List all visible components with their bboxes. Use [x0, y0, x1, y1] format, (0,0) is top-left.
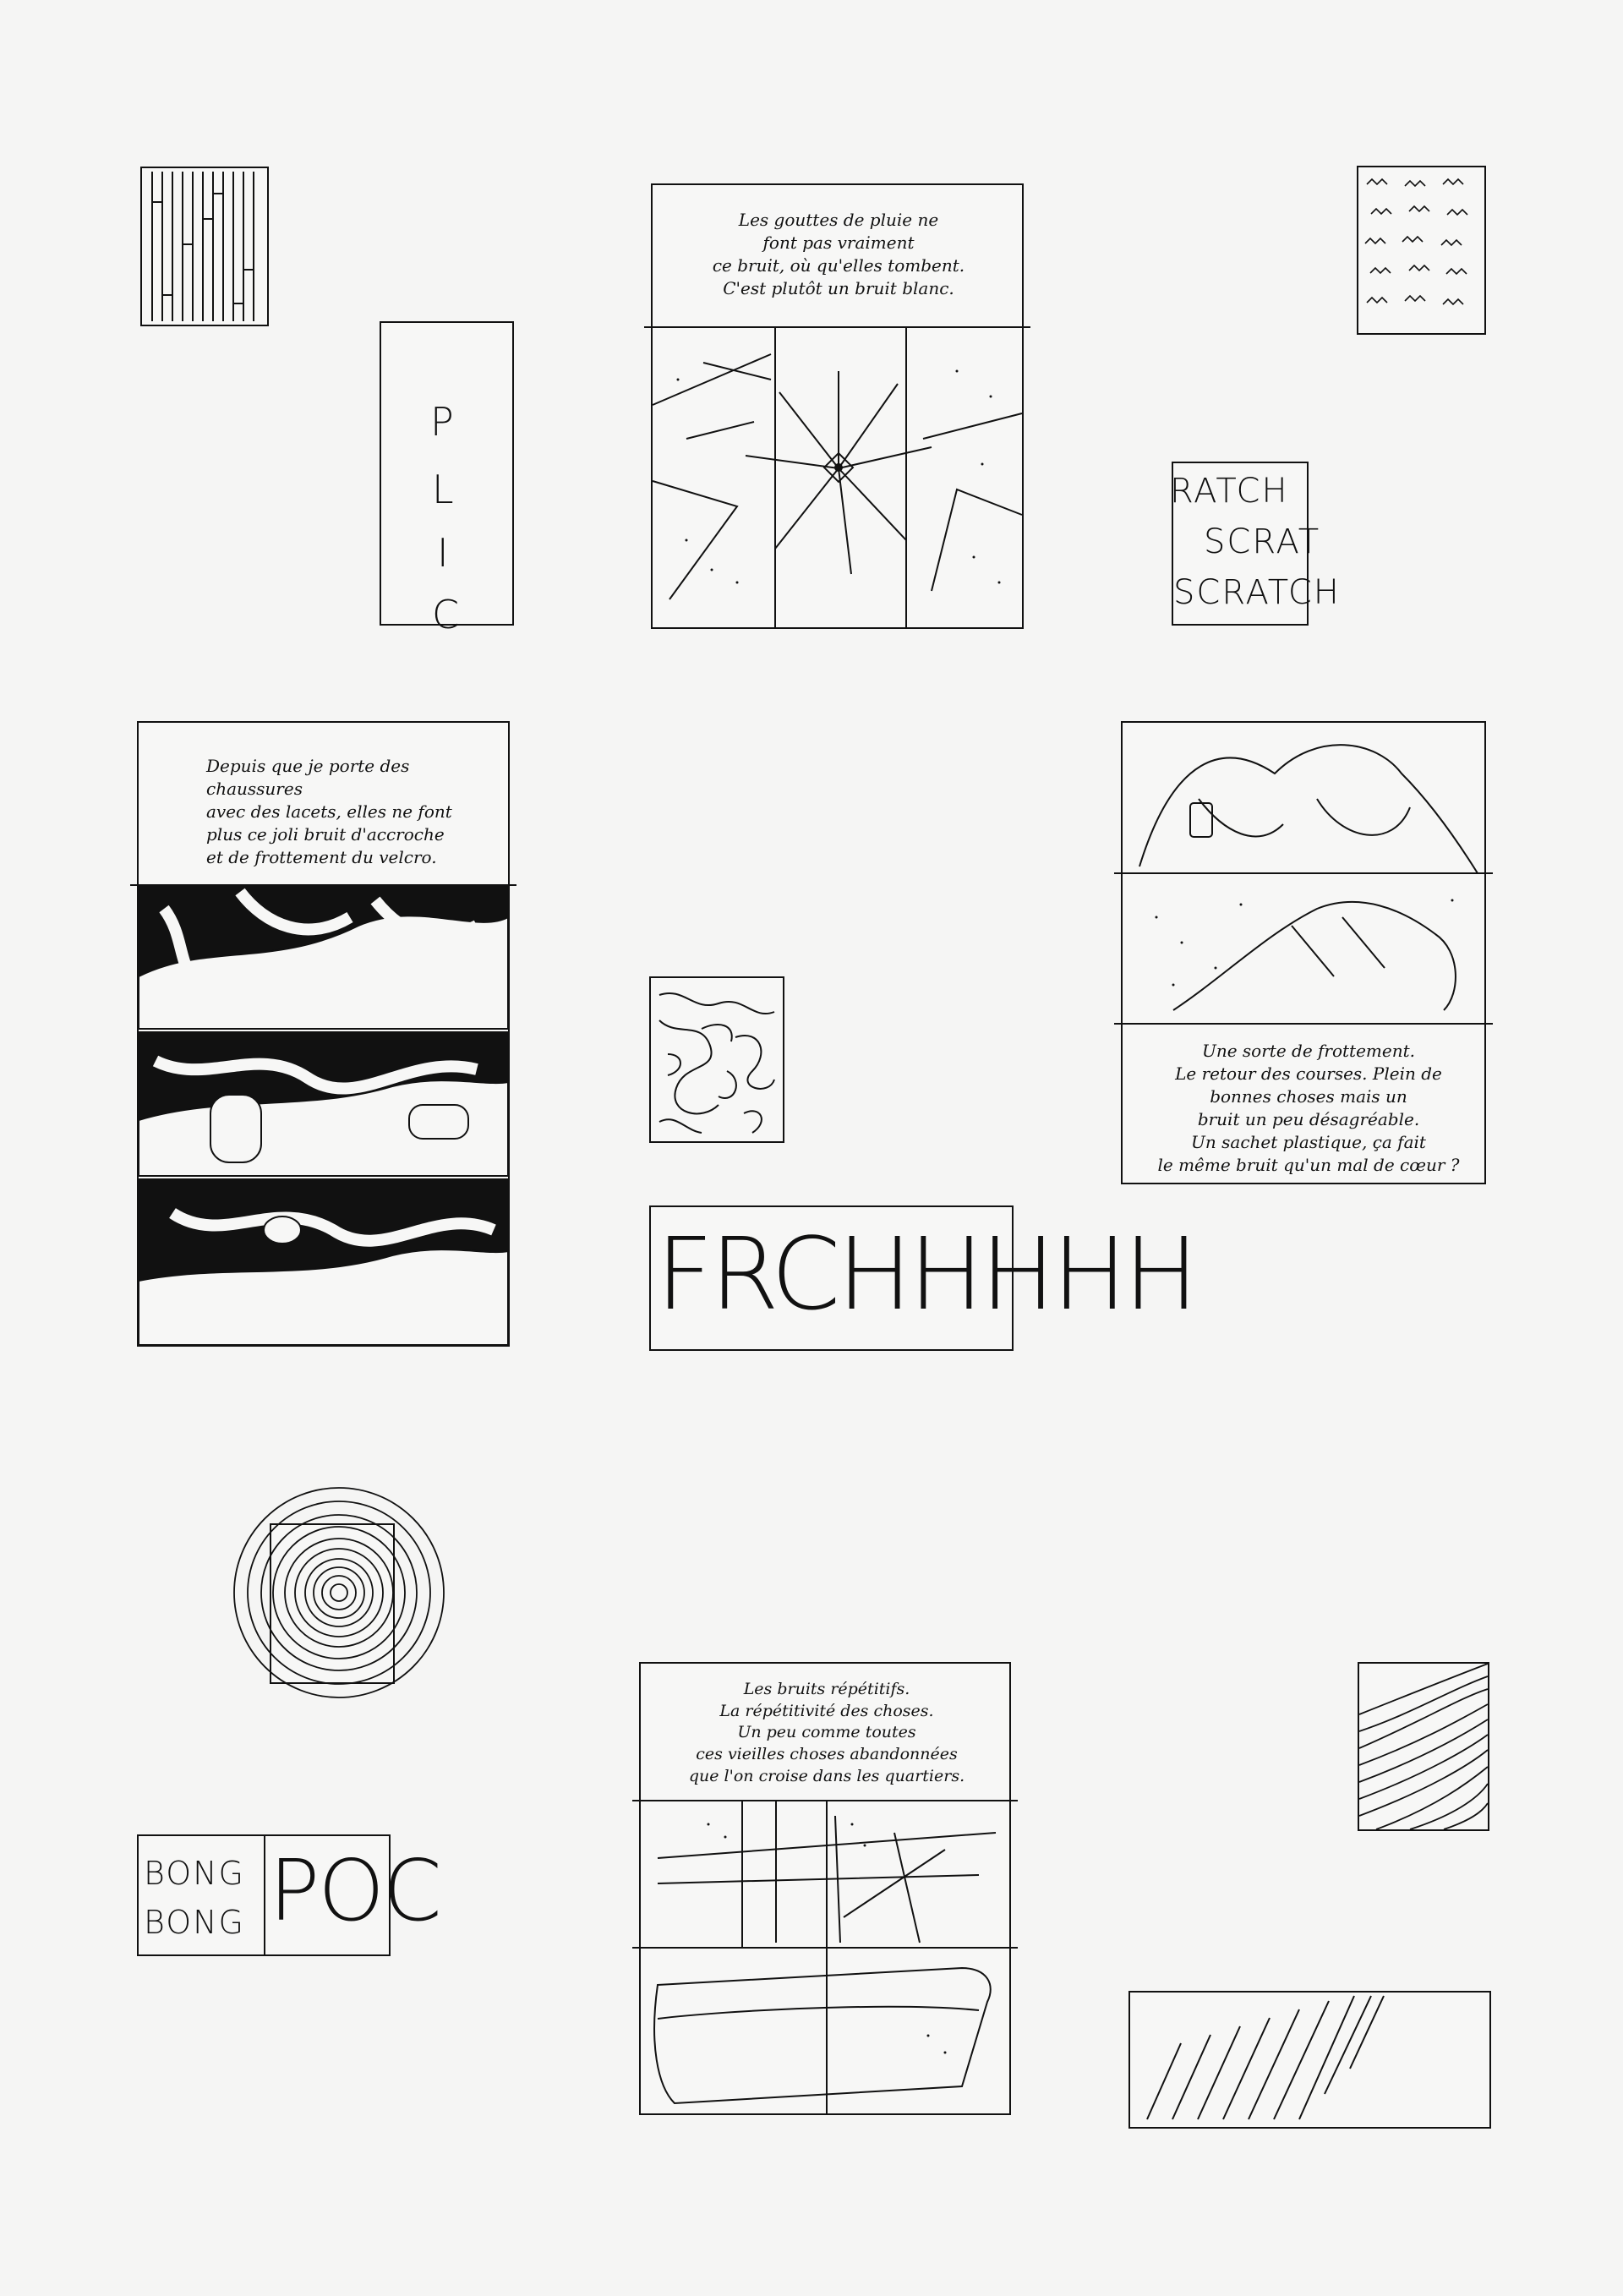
plic-letter-l: L — [432, 467, 456, 512]
scratch-line-1: RATCH — [1170, 472, 1289, 511]
plic-letter-c: C — [432, 592, 462, 637]
maze-pattern — [651, 978, 783, 1141]
concentric-texture-swatch — [270, 1523, 395, 1684]
rain-caption: Les gouttes de pluie ne font pas vraiment ce bruit, où qu'elles tombent. C'est plutôt un bruit blanc. — [712, 210, 965, 298]
abandoned-mattress-comic-panel — [639, 1662, 1011, 2115]
bong-line-2: BONG — [144, 1904, 245, 1941]
plic-sfx-panel — [380, 321, 514, 637]
poc-sfx-panel — [264, 1834, 440, 1956]
maze-texture-swatch — [649, 976, 784, 1143]
zigzag-pattern — [1358, 167, 1484, 333]
rain-comic-panel — [651, 183, 1024, 629]
concentric-pattern — [271, 1525, 393, 1682]
frch-sfx-panel — [649, 1205, 1196, 1351]
rain-drop-illustration — [653, 185, 1022, 627]
diagonal-hatch-panel — [1128, 1991, 1491, 2129]
vertical-hatch-swatch — [140, 167, 269, 326]
bong-sfx-panel — [137, 1834, 265, 1956]
shoelace-illustration — [139, 723, 508, 1345]
scratch-line-3: SCRATCH — [1173, 573, 1341, 612]
repeat-caption: Les bruits répétitifs. La répétitivité des choses. Un peu comme toutes ces vieilles choses abandonnées que l'on croise dans les quartiers. — [688, 1680, 965, 1785]
plastic-bag-comic-panel — [1121, 721, 1486, 1184]
diagonal-stroke-pattern — [1359, 1664, 1488, 1829]
vertical-hatch-pattern — [142, 168, 267, 325]
bong-line-1: BONG — [144, 1855, 245, 1892]
poc-text: POC — [269, 1841, 440, 1940]
diagonal-hatch-pattern — [1130, 1993, 1489, 2127]
zigzag-texture-swatch — [1357, 166, 1486, 335]
frch-text: FRCHHHHH — [656, 1216, 1196, 1332]
plic-letter-p: P — [430, 399, 456, 445]
diagonal-stroke-swatch — [1358, 1662, 1489, 1831]
shoes-caption: Depuis que je porte des chaussures avec des lacets, elles ne font plus ce joli bruit d'accroche et de frottement du velcro. — [206, 756, 452, 867]
scratch-sfx-panel — [1170, 462, 1341, 626]
shoelace-comic-panel — [137, 721, 510, 1347]
scratch-line-2: SCRAT — [1204, 522, 1321, 561]
mattress-illustration — [641, 1664, 1009, 2113]
plic-letter-i: I — [437, 530, 451, 576]
bag-caption: Une sorte de frottement. Le retour des courses. Plein de bonnes choses mais un bruit un peu désagréable. Un sachet plastique, ça fait le même bruit qu'un mal de cœur ? — [1157, 1041, 1460, 1175]
